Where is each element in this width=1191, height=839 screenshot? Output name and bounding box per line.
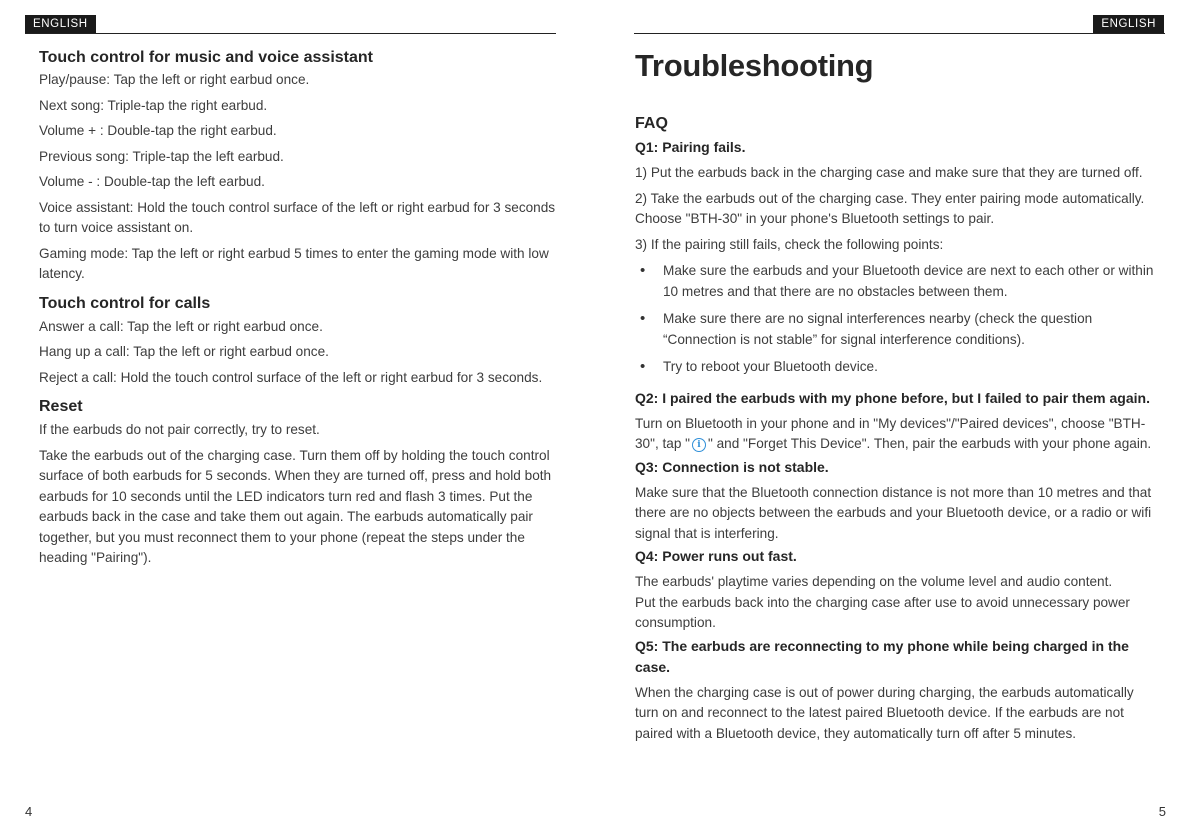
q2-question: Q2: I paired the earbuds with my phone before, but I failed to pair them again.: [635, 389, 1150, 406]
touch-music-line: Gaming mode: Tap the left or right earbud 5 times to enter the gaming mode with low latency.: [39, 245, 549, 281]
header-rule-left: [25, 33, 556, 34]
reset-line: Take the earbuds out of the charging case. Turn them off by holding the touch control surface of both earbuds for 5 seconds. When they are turned off, press and hold both earbuds for 10 seconds until the LED indicators turn red and flash 3 times. Put the earbuds back in the case and take them out again. The earbuds automatically pair together, but you must reconnect them to your phone (repeat the steps under the heading "Pairing").: [39, 447, 552, 565]
q1-bullet-list: [635, 261, 1160, 378]
page-number-left: 4: [25, 804, 33, 819]
page-number-right: 5: [1158, 804, 1166, 819]
header-rule-right: [634, 33, 1165, 34]
touch-music-line: Play/pause: Tap the left or right earbud once.: [39, 72, 310, 87]
q4-question: Q4: Power runs out fast.: [635, 548, 797, 564]
language-tag-right: ENGLISH: [1093, 15, 1164, 33]
right-page-content: [635, 46, 1160, 744]
touch-music-line: Voice assistant: Hold the touch control surface of the left or right earbud for 3 seconds to turn voice assistant on.: [39, 199, 556, 235]
touch-calls-line: Hang up a call: Tap the left or right earbud once.: [39, 344, 329, 359]
q5-question: Q5: The earbuds are reconnecting to my phone while being charged in the case.: [635, 637, 1129, 675]
touch-calls-line: Answer a call: Tap the left or right earbud once.: [39, 318, 323, 334]
page-title: Troubleshooting: [635, 48, 874, 83]
q1-step: 3) If the pairing still fails, check the following points:: [635, 236, 944, 252]
info-icon: i: [692, 438, 706, 452]
q2-answer: [635, 414, 1160, 455]
reset-line: If the earbuds do not pair correctly, try to reset.: [39, 422, 320, 437]
touch-music-line: Volume + : Double-tap the right earbud.: [39, 123, 277, 138]
q1-step: 2) Take the earbuds out of the charging case. They enter pairing mode automatically. Choose "BTH-30" in your phone's Bluetooth settings to pair.: [635, 190, 1145, 226]
q1-bullet: • Make sure the earbuds and your Bluetooth device are next to each other or within 10 metres and that there are no obstacles between them.: [635, 261, 1160, 302]
left-page-content: [39, 46, 559, 569]
q3-question: Q3: Connection is not stable.: [635, 458, 829, 475]
touch-music-heading: Touch control for music and voice assistant: [39, 49, 373, 66]
reset-heading: Reset: [39, 398, 83, 415]
touch-music-line: Previous song: Triple-tap the left earbud.: [39, 148, 284, 164]
faq-heading: FAQ: [635, 115, 668, 132]
touch-music-line: Next song: Triple-tap the right earbud.: [39, 97, 268, 113]
q2-answer-after: " and "Forget This Device". Then, pair the earbuds with your phone again.: [708, 436, 1152, 451]
q1-question: Q1: Pairing fails.: [635, 139, 746, 155]
q5-answer: When the charging case is out of power during charging, the earbuds automatically turn on and reconnect to the latest paired Bluetooth device. If the earbuds are not paired with a Bluetooth device, they automatically turn off after 5 minutes.: [635, 684, 1134, 741]
q1-bullet: • Try to reboot your Bluetooth device.: [635, 357, 1160, 378]
q1-bullet: • Make sure there are no signal interferences nearby (check the question “Connection is not stable” for signal interference conditions).: [635, 309, 1160, 350]
touch-music-line: Volume - : Double-tap the left earbud.: [39, 174, 265, 189]
q2-answer-before: Turn on Bluetooth in your phone and in "My devices"/"Paired devices", choose "BTH-30", tap ": [635, 415, 1146, 451]
q1-step: 1) Put the earbuds back in the charging case and make sure that they are turned off.: [635, 165, 1143, 180]
q4-answer: Put the earbuds back into the charging case after use to avoid unnecessary power consumption.: [635, 594, 1130, 630]
q4-answer: The earbuds' playtime varies depending on the volume level and audio content.: [635, 574, 1113, 589]
q3-answer: Make sure that the Bluetooth connection distance is not more than 10 metres and that there are no objects between the earbuds and your Bluetooth device, or a radio or wifi signal that is interfering.: [635, 484, 1152, 541]
language-tag-left: ENGLISH: [25, 15, 96, 33]
touch-calls-line: Reject a call: Hold the touch control surface of the left or right earbud for 3 seconds.: [39, 369, 543, 385]
touch-calls-heading: Touch control for calls: [39, 294, 211, 312]
